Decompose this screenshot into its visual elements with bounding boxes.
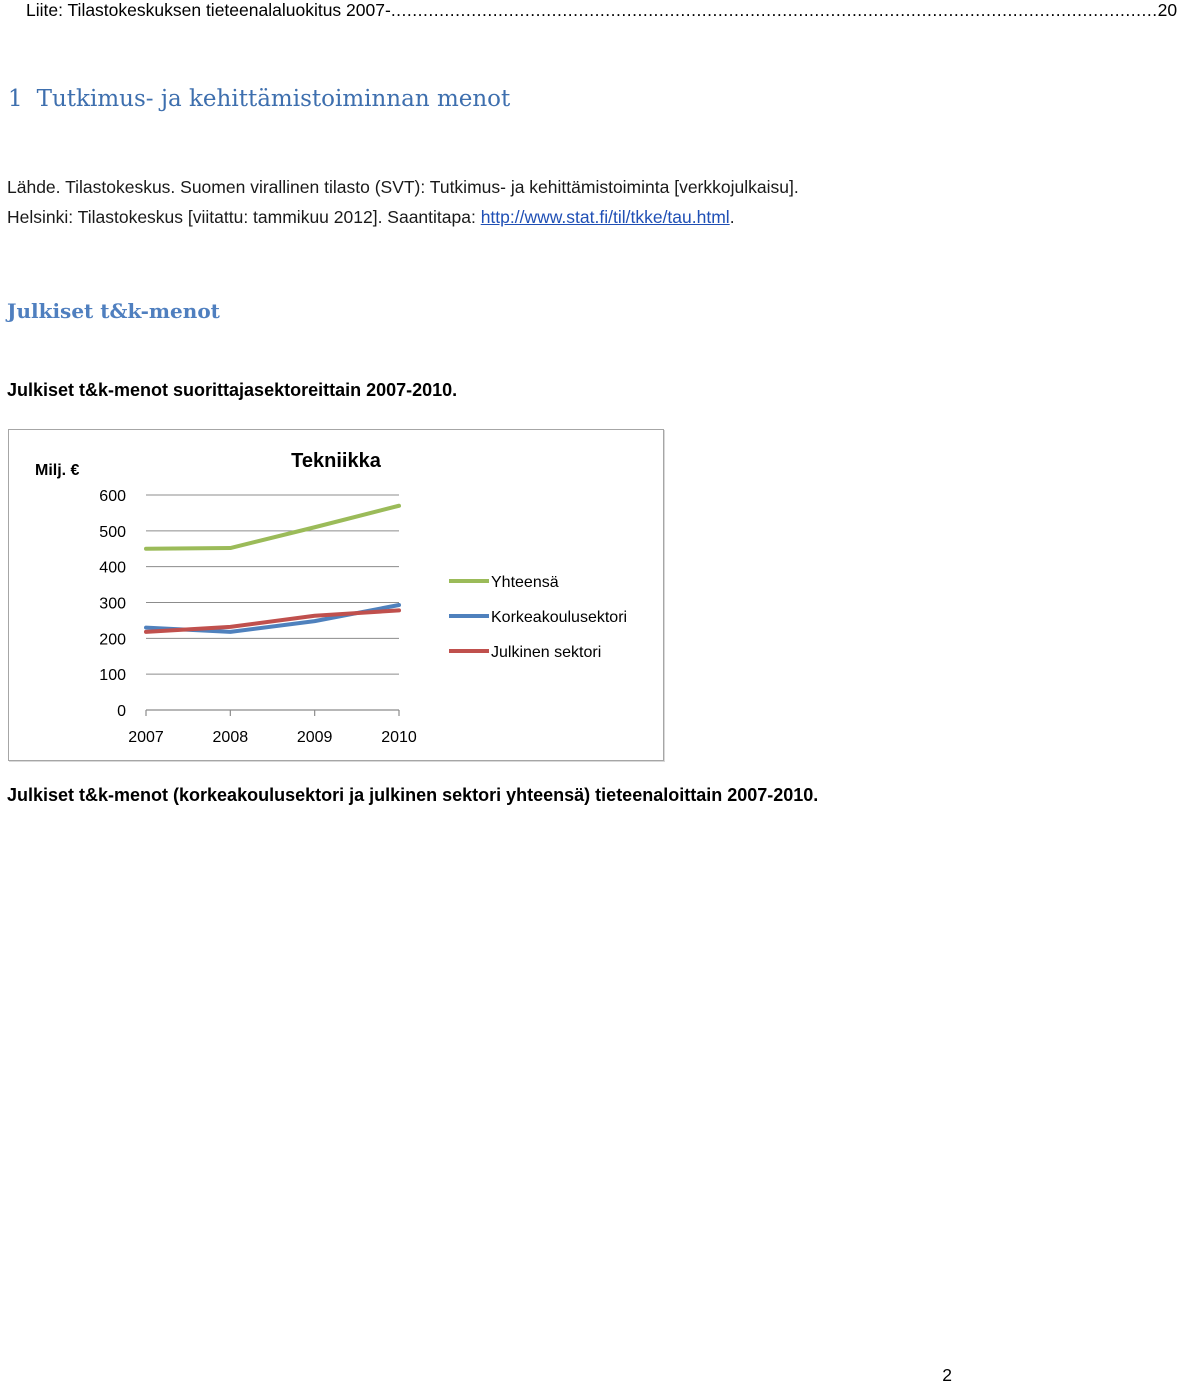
y-tick-label: 300 [99,595,126,613]
series-line-3 [146,610,399,632]
y-tick-label: 600 [99,488,126,505]
y-tick-label: 100 [99,667,126,685]
toc-page-number: 20 [1157,0,1177,20]
page-number: 2 [942,1365,952,1385]
x-tick-label: 2009 [296,729,333,746]
chart-title: Tekniikka [291,450,381,472]
chart-caption: Julkiset t&k-menot suorittajasektoreittain 2007-2010. [7,380,458,400]
section-number: 1 [8,86,23,112]
series-line-1 [146,506,399,549]
y-tick-label: 500 [99,523,126,541]
section-title: Tutkimus- ja kehittämistoiminnan menot [36,86,511,112]
y-tick-label: 400 [99,559,126,577]
x-tick-label: 2010 [381,729,417,746]
toc-entry[interactable] [26,0,1177,26]
source-line-2-text: Helsinki: Tilastokeskus [viitattu: tammikuu 2012]. Saantitapa: [7,207,481,227]
chart-frame [8,429,664,761]
legend-label: Korkeakoulusektori [491,609,628,626]
y-tick-label: 200 [99,631,126,649]
toc-entry-title: Liite: Tilastokeskuksen tieteenalaluokitus 2007- [26,0,391,20]
subsection-heading: Julkiset t&k-menot [7,299,220,323]
section-heading [8,86,510,112]
toc-leader-dots: ............................................................................................................................................... [390,0,1158,20]
source-citation [7,172,927,232]
source-line-1: Lähde. Tilastokeskus. Suomen virallinen tilasto (SVT): Tutkimus- ja kehittämistoiminta [verkkojulkaisu]. [7,177,799,197]
source-link[interactable]: http://www.stat.fi/til/tkke/tau.html [480,207,730,227]
legend-label: Yhteensä [491,574,559,591]
table-caption: Julkiset t&k-menot (korkeakoulusektori ja julkinen sektori yhteensä) tieteenaloittain 2007-2010. [7,785,819,805]
y-axis-label: Milj. € [35,462,80,479]
source-line-2-end: . [729,207,735,227]
legend-label: Julkinen sektori [491,644,602,661]
source-line-2 [7,202,927,232]
x-tick-label: 2007 [128,729,164,746]
y-tick-label: 0 [117,703,126,720]
line-chart [9,430,663,760]
x-tick-label: 2008 [212,729,249,746]
